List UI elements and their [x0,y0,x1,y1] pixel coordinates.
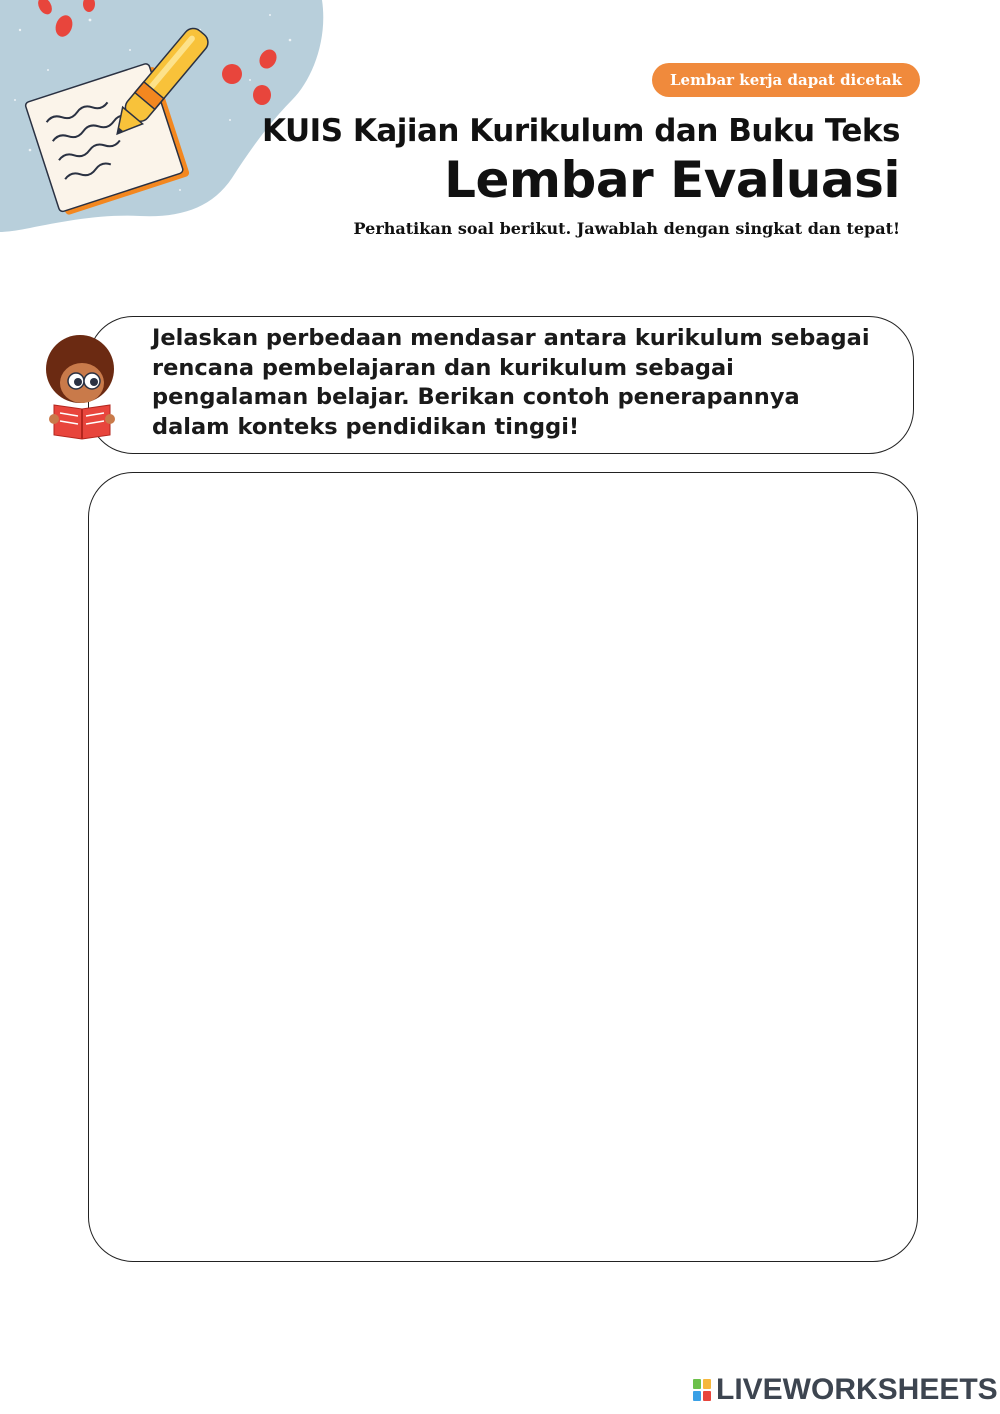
quiz-title: KUIS Kajian Kurikulum dan Buku Teks [262,113,900,149]
answer-textarea[interactable] [88,472,918,1262]
reading-child-avatar [42,333,122,443]
liveworksheets-icon [692,1377,712,1403]
question-text: Jelaskan perbedaan mendasar antara kurikulum sebagai rencana pembelajaran dan kurikulum sebagai pengalaman belajar. Berikan contoh penerapannya dalam konteks pendidikan tinggi! [152,325,870,440]
liveworksheets-logo [692,1372,998,1408]
page-title: Lembar Evaluasi [444,151,900,209]
printable-badge: Lembar kerja dapat dicetak [652,63,920,97]
instruction-text: Perhatikan soal berikut. Jawablah dengan singkat dan tepat! [353,219,900,238]
logo-text: LIVEWORKSHEETS [716,1373,998,1406]
